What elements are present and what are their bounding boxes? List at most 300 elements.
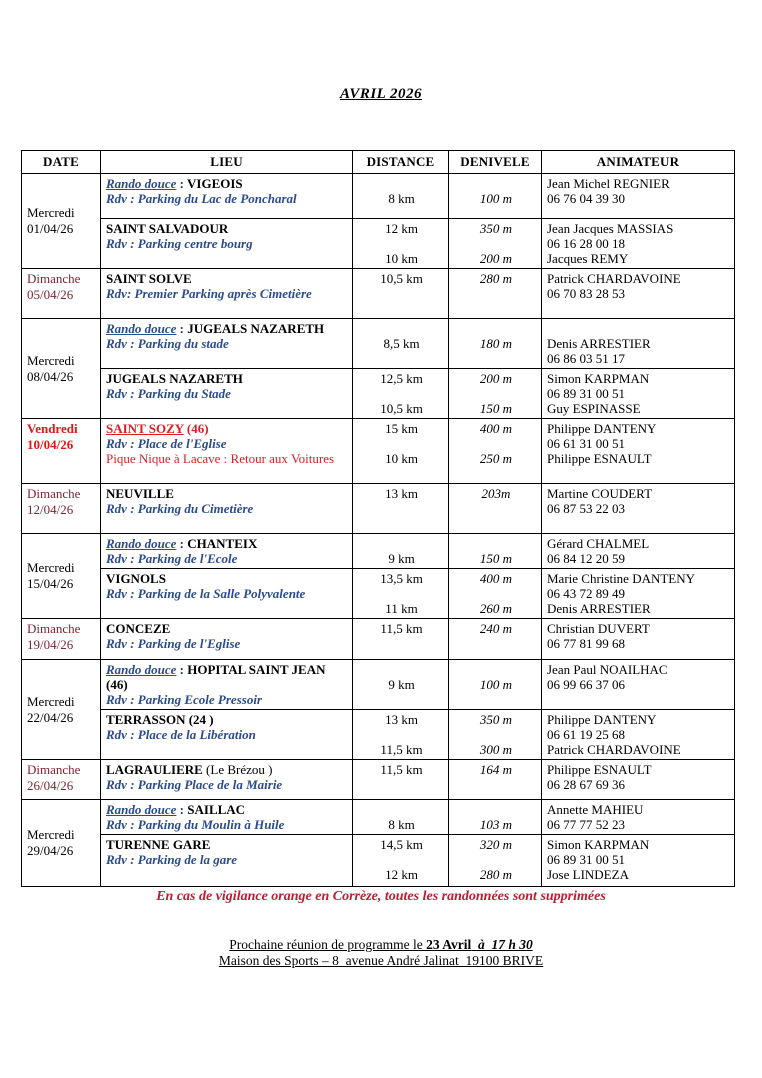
lieu-text: SAINT SOZY — [106, 421, 184, 436]
day-label: Dimanche — [27, 271, 81, 286]
lieu-cell — [101, 800, 353, 835]
animateur-line: 06 99 66 37 06 — [547, 677, 625, 692]
rdv-text: Rdv : Parking du Lac de Poncharal — [106, 191, 297, 206]
rdv-text: Rdv : Parking Ecole Pressoir — [106, 692, 262, 707]
day-label: Mercredi — [27, 352, 75, 368]
meeting-line-2 — [0, 953, 762, 969]
meeting-time: à 17 h 30 — [471, 937, 533, 952]
lieu-text: : — [176, 536, 188, 551]
distance-line — [358, 301, 445, 316]
lieu-cell — [101, 219, 353, 269]
lieu-lines — [106, 662, 349, 707]
lieu-line — [106, 436, 349, 451]
column-header-date: DATE — [22, 151, 101, 174]
rdv-text: Rdv : Parking de l'Eglise — [106, 636, 241, 651]
animateur-line: Jacques REMY — [547, 251, 629, 266]
animateur-cell — [542, 534, 735, 569]
distance-line: 13 km — [385, 712, 418, 727]
lieu-line — [106, 817, 349, 832]
date-label: 19/04/26 — [27, 637, 74, 652]
lieu-line — [106, 336, 349, 351]
animateur-line: Philippe ESNAULT — [547, 451, 652, 466]
animateur-line: Simon KARPMAN — [547, 837, 650, 852]
date-cell — [22, 269, 101, 319]
denivele-line — [454, 586, 538, 601]
lieu-line — [106, 551, 349, 566]
table-row — [22, 319, 735, 369]
distance-cell — [353, 484, 449, 534]
rando-douce-label: Rando douce — [106, 321, 177, 336]
lieu-text: : — [176, 321, 188, 336]
date-cell — [22, 800, 101, 887]
date-label: 10/04/26 — [27, 437, 74, 452]
column-header-animateur: ANIMATEUR — [542, 151, 735, 174]
animateur-line: Patrick CHARDAVOINE — [547, 271, 681, 286]
distance-cell — [353, 835, 449, 887]
animateur-line: 06 28 67 69 36 — [547, 777, 625, 792]
denivele-line — [454, 301, 538, 316]
lieu-lines — [106, 536, 349, 566]
lieu-line — [106, 251, 349, 266]
distance-cell — [353, 760, 449, 800]
distance-line — [358, 777, 445, 792]
animateur-line: 06 16 28 00 18 — [547, 236, 625, 251]
animateur-cell — [542, 174, 735, 219]
distance-line — [358, 692, 445, 707]
lieu-text: CHANTEIX — [187, 536, 258, 551]
date-cell — [22, 760, 101, 800]
denivele-line — [454, 692, 538, 707]
date-label: 12/04/26 — [27, 502, 74, 517]
denivele-line: 150 m — [479, 401, 513, 416]
meeting-line-1 — [0, 937, 762, 953]
date-cell — [22, 534, 101, 619]
column-header-lieu: LIEU — [101, 151, 353, 174]
lieu-line — [106, 466, 349, 481]
lieu-line — [106, 401, 349, 416]
animateur-cell — [542, 835, 735, 887]
lieu-cell — [101, 419, 353, 484]
distance-line — [358, 636, 445, 651]
lieu-text: (46) — [183, 421, 209, 436]
lieu-lines — [106, 762, 349, 797]
lieu-line — [106, 621, 349, 636]
distance-cell — [353, 319, 449, 369]
distance-line — [358, 586, 445, 601]
denivele-cell — [449, 219, 542, 269]
denivele-line — [454, 386, 538, 401]
lieu-text: JUGEALS NAZARETH — [106, 371, 243, 386]
denivele-cell — [449, 319, 542, 369]
lieu-lines — [106, 321, 349, 366]
animateur-line: 06 43 72 89 49 — [547, 586, 625, 601]
distance-line — [358, 351, 445, 366]
distance-cell — [353, 219, 449, 269]
denivele-line — [454, 321, 538, 336]
animateur-cell — [542, 569, 735, 619]
date-cell — [22, 660, 101, 760]
animateur-cell — [542, 219, 735, 269]
lieu-text: NEUVILLE — [106, 486, 174, 501]
distance-line — [358, 501, 445, 516]
lieu-cell — [101, 319, 353, 369]
animateur-line: Philippe DANTENY — [547, 421, 657, 436]
lieu-lines — [106, 802, 349, 832]
distance-line: 9 km — [388, 677, 415, 692]
animateur-line: Annette MAHIEU — [547, 802, 644, 817]
animateur-line: Gérard CHALMEL — [547, 536, 650, 551]
animateur-cell — [542, 710, 735, 760]
lieu-line — [106, 501, 349, 516]
lieu-cell — [101, 760, 353, 800]
distance-line: 12 km — [385, 221, 418, 236]
distance-cell — [353, 710, 449, 760]
distance-line: 8 km — [388, 191, 415, 206]
page-title — [0, 86, 762, 103]
date-label: 29/04/26 — [27, 843, 74, 858]
lieu-line — [106, 176, 349, 191]
table-row — [22, 534, 735, 569]
day-label: Mercredi — [27, 827, 75, 842]
distance-line — [358, 516, 445, 531]
distance-line: 8 km — [388, 817, 415, 832]
table-row — [22, 710, 735, 760]
lieu-line — [106, 571, 349, 586]
distance-line: 11,5 km — [380, 742, 423, 757]
distance-line: 10,5 km — [380, 401, 423, 416]
lieu-line — [106, 286, 349, 301]
lieu-cell — [101, 269, 353, 319]
table-row — [22, 269, 735, 319]
lieu-lines — [106, 371, 349, 416]
lieu-line — [106, 601, 349, 616]
animateur-cell — [542, 369, 735, 419]
denivele-cell — [449, 710, 542, 760]
denivele-line: 180 m — [479, 336, 513, 351]
animateur-line: 06 70 83 28 53 — [547, 286, 625, 301]
page-title-text: AVRIL 2026 — [339, 86, 423, 102]
animateur-line: Guy ESPINASSE — [547, 401, 641, 416]
lieu-line — [106, 677, 349, 692]
distance-line: 10,5 km — [380, 271, 423, 286]
denivele-line — [454, 636, 538, 651]
animateur-line: 06 76 04 39 30 — [547, 191, 625, 206]
lieu-line — [106, 236, 349, 251]
date-label: 01/04/26 — [27, 221, 74, 236]
distance-line: 9 km — [388, 551, 415, 566]
denivele-cell — [449, 174, 542, 219]
animateur-line: Patrick CHARDAVOINE — [547, 742, 681, 757]
lieu-line — [106, 712, 349, 727]
rdv-text: Rdv : Parking du Stade — [106, 386, 231, 401]
lieu-line — [106, 802, 349, 817]
distance-cell — [353, 269, 449, 319]
animateur-line: 06 77 77 52 23 — [547, 817, 625, 832]
lieu-text: TURENNE GARE — [106, 837, 211, 852]
denivele-cell — [449, 484, 542, 534]
animateur-line: Jean Paul NOAILHAC — [547, 662, 668, 677]
lieu-text: LAGRAULIERE — [106, 762, 203, 777]
rando-douce-label: Rando douce — [106, 536, 177, 551]
animateur-line: 06 87 53 22 03 — [547, 501, 625, 516]
date-cell — [22, 619, 101, 660]
lieu-line — [106, 586, 349, 601]
denivele-line — [454, 286, 538, 301]
table-row — [22, 760, 735, 800]
animateur-line: Philippe DANTENY — [547, 712, 657, 727]
denivele-line — [454, 516, 538, 531]
lieu-line — [106, 271, 349, 286]
distance-line: 11,5 km — [380, 762, 423, 777]
distance-line — [358, 286, 445, 301]
date-cell — [22, 174, 101, 269]
date-cell — [22, 419, 101, 484]
meeting-address: Maison des Sports – 8 avenue André Jalinat 19100 BRIVE — [218, 953, 544, 968]
denivele-line: 103 m — [479, 817, 513, 832]
denivele-line: 100 m — [479, 191, 513, 206]
distance-line: 13,5 km — [380, 571, 423, 586]
distance-cell — [353, 534, 449, 569]
rando-douce-label: Rando douce — [106, 176, 177, 191]
lieu-lines — [106, 486, 349, 531]
day-label: Dimanche — [27, 621, 81, 636]
animateur-cell — [542, 484, 735, 534]
lieu-text: HOPITAL SAINT JEAN — [187, 662, 326, 677]
warning-text: En cas de vigilance orange en Corrèze, toutes les randonnées sont supprimées — [156, 889, 606, 904]
lieu-line — [106, 837, 349, 852]
lieu-line — [106, 867, 349, 882]
denivele-line: 200 m — [479, 251, 513, 266]
table-row — [22, 835, 735, 887]
lieu-text: SAINT SOLVE — [106, 271, 192, 286]
denivele-cell — [449, 534, 542, 569]
animateur-line — [547, 301, 731, 316]
lieu-line — [106, 351, 349, 366]
distance-line — [358, 536, 445, 551]
schedule-table-body — [22, 174, 735, 887]
lieu-line — [106, 636, 349, 651]
rdv-text: Rdv : Parking de la Salle Polyvalente — [106, 586, 306, 601]
lieu-cell — [101, 534, 353, 569]
denivele-line: 200 m — [479, 371, 513, 386]
denivele-line: 150 m — [479, 551, 513, 566]
denivele-line — [454, 802, 538, 817]
denivele-line: 250 m — [479, 451, 513, 466]
lieu-text: (Le Brézou ) — [202, 762, 273, 777]
animateur-cell — [542, 319, 735, 369]
lieu-cell — [101, 619, 353, 660]
distance-line — [358, 727, 445, 742]
day-label: Mercredi — [27, 560, 75, 575]
lieu-lines — [106, 712, 349, 757]
animateur-line: 06 89 31 00 51 — [547, 852, 625, 867]
denivele-line: 280 m — [479, 271, 513, 286]
lieu-cell — [101, 369, 353, 419]
meeting-date: 23 Avril — [426, 937, 472, 952]
rdv-text: Rdv : Parking du Moulin à Huile — [106, 817, 285, 832]
denivele-line: 320 m — [479, 837, 513, 852]
distance-cell — [353, 660, 449, 710]
distance-line: 10 km — [385, 451, 418, 466]
animateur-line: Simon KARPMAN — [547, 371, 650, 386]
lieu-text: CONCEZE — [106, 621, 171, 636]
date-cell — [22, 484, 101, 534]
animateur-line: Martine COUDERT — [547, 486, 653, 501]
lieu-cell — [101, 174, 353, 219]
table-row — [22, 800, 735, 835]
denivele-cell — [449, 760, 542, 800]
rdv-text: Rdv : Parking du Cimetière — [106, 501, 254, 516]
lieu-text: Pique Nique à Lacave : Retour aux Voitures — [106, 451, 335, 466]
denivele-line: 260 m — [479, 601, 513, 616]
animateur-cell — [542, 660, 735, 710]
animateur-line: Denis ARRESTIER — [547, 336, 651, 351]
distance-cell — [353, 569, 449, 619]
distance-line — [358, 436, 445, 451]
lieu-line — [106, 486, 349, 501]
animateur-line: Jose LINDEZA — [547, 867, 629, 882]
lieu-cell — [101, 710, 353, 760]
day-label: Mercredi — [27, 693, 75, 709]
denivele-line: 350 m — [479, 221, 513, 236]
denivele-line: 300 m — [479, 742, 513, 757]
lieu-text: JUGEALS NAZARETH — [187, 321, 325, 336]
denivele-line — [454, 777, 538, 792]
animateur-line: 06 77 81 99 68 — [547, 636, 625, 651]
lieu-cell — [101, 835, 353, 887]
distance-line — [358, 236, 445, 251]
rando-douce-label: Rando douce — [106, 662, 177, 677]
table-row — [22, 619, 735, 660]
animateur-line — [547, 466, 731, 481]
animateur-line: Jean Michel REGNIER — [547, 176, 670, 191]
lieu-text: TERRASSON (24 ) — [106, 712, 214, 727]
lieu-cell — [101, 660, 353, 710]
denivele-line: 400 m — [479, 421, 513, 436]
table-row — [22, 219, 735, 269]
denivele-line: 350 m — [479, 712, 513, 727]
lieu-text: SAINT SALVADOUR — [106, 221, 229, 236]
denivele-cell — [449, 835, 542, 887]
schedule-table-header-row — [22, 151, 735, 174]
day-label: Mercredi — [27, 205, 75, 220]
animateur-line: Jean Jacques MASSIAS — [547, 221, 674, 236]
denivele-line — [454, 727, 538, 742]
distance-line: 12,5 km — [380, 371, 423, 386]
animateur-line — [547, 321, 731, 336]
denivele-cell — [449, 269, 542, 319]
animateur-line: 06 61 31 00 51 — [547, 436, 625, 451]
rdv-text: Rdv : Parking centre bourg — [106, 236, 253, 251]
animateur-line: Philippe ESNAULT — [547, 762, 652, 777]
date-label: 22/04/26 — [27, 709, 74, 725]
lieu-text: : — [176, 176, 188, 191]
lieu-text: : — [176, 662, 188, 677]
animateur-line: Christian DUVERT — [547, 621, 650, 636]
lieu-lines — [106, 621, 349, 657]
distance-line: 14,5 km — [380, 837, 423, 852]
rdv-text: Rdv : Parking de la gare — [106, 852, 238, 867]
day-label: Vendredi — [27, 421, 78, 436]
rdv-text: Rdv : Parking du stade — [106, 336, 229, 351]
lieu-text: : — [176, 802, 188, 817]
lieu-text: SAILLAC — [187, 802, 246, 817]
denivele-cell — [449, 419, 542, 484]
meeting-prefix: Prochaine réunion de programme le — [229, 937, 427, 952]
animateur-line: Marie Christine DANTENY — [547, 571, 696, 586]
denivele-line — [454, 466, 538, 481]
lieu-lines — [106, 837, 349, 884]
lieu-text: VIGEOIS — [187, 176, 243, 191]
denivele-cell — [449, 569, 542, 619]
date-label: 15/04/26 — [27, 576, 74, 591]
lieu-line — [106, 371, 349, 386]
denivele-line — [454, 176, 538, 191]
table-row — [22, 569, 735, 619]
distance-line: 12 km — [385, 867, 418, 882]
distance-line: 10 km — [385, 251, 418, 266]
date-label: 05/04/26 — [27, 287, 74, 302]
distance-line — [358, 466, 445, 481]
animateur-cell — [542, 800, 735, 835]
lieu-line — [106, 852, 349, 867]
rdv-text: Rdv : Parking Place de la Mairie — [106, 777, 283, 792]
animateur-line: 06 86 03 51 17 — [547, 351, 625, 366]
date-label: 08/04/26 — [27, 368, 74, 384]
denivele-line: 400 m — [479, 571, 513, 586]
distance-line: 11,5 km — [380, 621, 423, 636]
distance-line: 8,5 km — [383, 336, 420, 351]
distance-cell — [353, 419, 449, 484]
denivele-line — [454, 536, 538, 551]
rando-douce-label: Rando douce — [106, 802, 177, 817]
denivele-cell — [449, 619, 542, 660]
distance-cell — [353, 619, 449, 660]
lieu-line — [106, 536, 349, 551]
distance-line: 11 km — [385, 601, 418, 616]
distance-line — [358, 662, 445, 677]
lieu-line — [106, 191, 349, 206]
denivele-line — [454, 662, 538, 677]
lieu-line — [106, 386, 349, 401]
denivele-line: 100 m — [479, 677, 513, 692]
rdv-text: Rdv : Place de l'Eglise — [106, 436, 227, 451]
denivele-line: 240 m — [479, 621, 513, 636]
lieu-text: VIGNOLS — [106, 571, 166, 586]
date-cell — [22, 319, 101, 419]
rdv-text: Rdv : Parking de l'Ecole — [106, 551, 238, 566]
rdv-text: Rdv: Premier Parking après Cimetière — [106, 286, 312, 301]
animateur-cell — [542, 419, 735, 484]
lieu-line — [106, 692, 349, 707]
column-header-denivele: DENIVELE — [449, 151, 542, 174]
day-label: Dimanche — [27, 762, 81, 777]
lieu-cell — [101, 569, 353, 619]
day-label: Dimanche — [27, 486, 81, 501]
lieu-cell — [101, 484, 353, 534]
distance-line — [358, 321, 445, 336]
lieu-line — [106, 301, 349, 316]
distance-line — [358, 386, 445, 401]
lieu-line — [106, 777, 349, 792]
denivele-line: 280 m — [479, 867, 513, 882]
lieu-line — [106, 221, 349, 236]
lieu-lines — [106, 571, 349, 616]
table-row — [22, 660, 735, 710]
schedule-table — [21, 150, 735, 887]
animateur-cell — [542, 760, 735, 800]
lieu-line — [106, 421, 349, 436]
